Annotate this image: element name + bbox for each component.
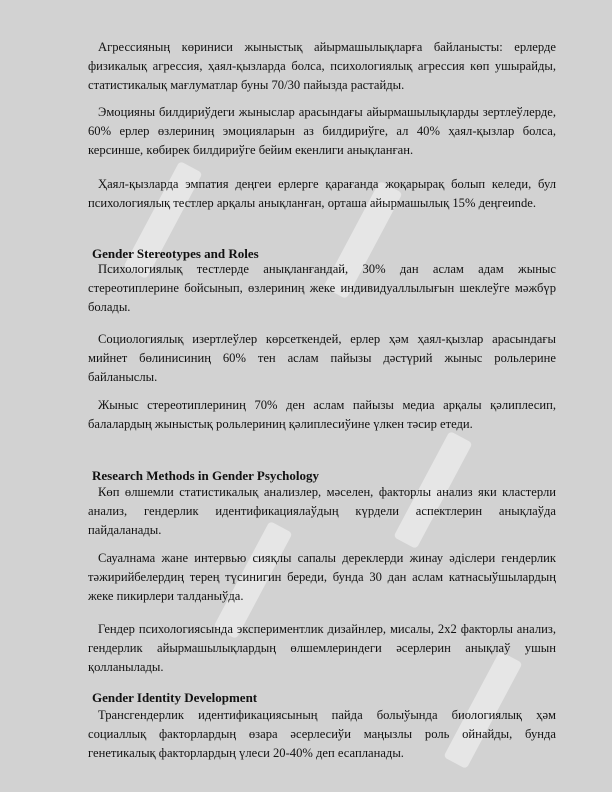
paragraph: Гендер психологиясында экспериментлик дизайнлер, мисалы, 2x2 факторлы анализ, гендерлик айырмашылықлардың өлшемлериндеги әсерлерин анықлаў ушын қолланылады.: [88, 622, 556, 674]
paragraph: Көп өлшемли статистикалық анализлер, мәселен, факторлы анализ яки кластерли анализ, гендерлик идентификациялаўдың күрдели аспектлерин анықлаўда пайдаланады.: [88, 485, 556, 537]
paragraph: Психологиялық тестлерде анықланғандай, 30% дан аслам адам жыныс стереотиплерине бойсынып, өзлериниң жеке индивидуаллылығын шеклеўге мәжбүр болады.: [88, 262, 556, 314]
paragraph: Ҳаял-қызларда эмпатия деңгеи ерлерге қарағанда жоқарырақ болып келеди, бул психологиялық тестлер арқалы анықланған, орташа айырмашылық 15% деңгеиnde.: [88, 177, 556, 210]
paragraph: Эмоцияны билдириўдеги жыныслар арасындағы айырмашылықларды зертлеўлерде, 60% ерлер өзлериниң эмоцияларын аз билдириўге, ал 40% ҳаял-қызлар болса, керсинше, көбирек билдириўге бейим екенлиги анықланған.: [88, 105, 556, 157]
paragraph: Социологиялық изертлеўлер көрсеткендей, ерлер ҳәм ҳаял-қызлар арасындағы мийнет бөлинисиниң 60% тен аслам пайызы дәстүрий жыныс рольлерине байланыслы.: [88, 332, 556, 384]
paragraph: Сауалнама жане интервью сияқлы сапалы дереклерди жинау әдiслери гендерлик тәжирийбелердиң терең түсинигин береди, бунда 30 дан аслам катнасыўшылардың жеке пикирлери талданыўда.: [88, 551, 556, 603]
paragraph: Агрессияның көриниси жыныстық айырмашылықларға байланысты: ерлерде физикалық агрессия, ҳаял-қызларда болса, психологиялық агрессия көп ушырайды, статистикалық мағлуматлар буны 70/30 пайызда растайды.: [88, 40, 556, 92]
section-heading: Research Methods in Gender Psychology: [92, 468, 320, 483]
section-heading: Gender Stereotypes and Roles: [92, 246, 259, 261]
paragraph: Жыныс стереотиплериниң 70% ден аслам пайызы медиа арқалы қәлиплесип, балалардың жыныстық рольлериниң қәлиплесиўине үлкен тәсир етеди.: [88, 398, 556, 431]
section-heading: Gender Identity Development: [92, 690, 258, 705]
paragraph: Трансгендерлик идентификациясының пайда болыўында биологиялық ҳәм социаллық факторлардың өзара әсерлесиўи маңызлы роль ойнайды, бунда генетикалық факторлардың үлеси 20-40% деп есапланады.: [88, 708, 556, 760]
